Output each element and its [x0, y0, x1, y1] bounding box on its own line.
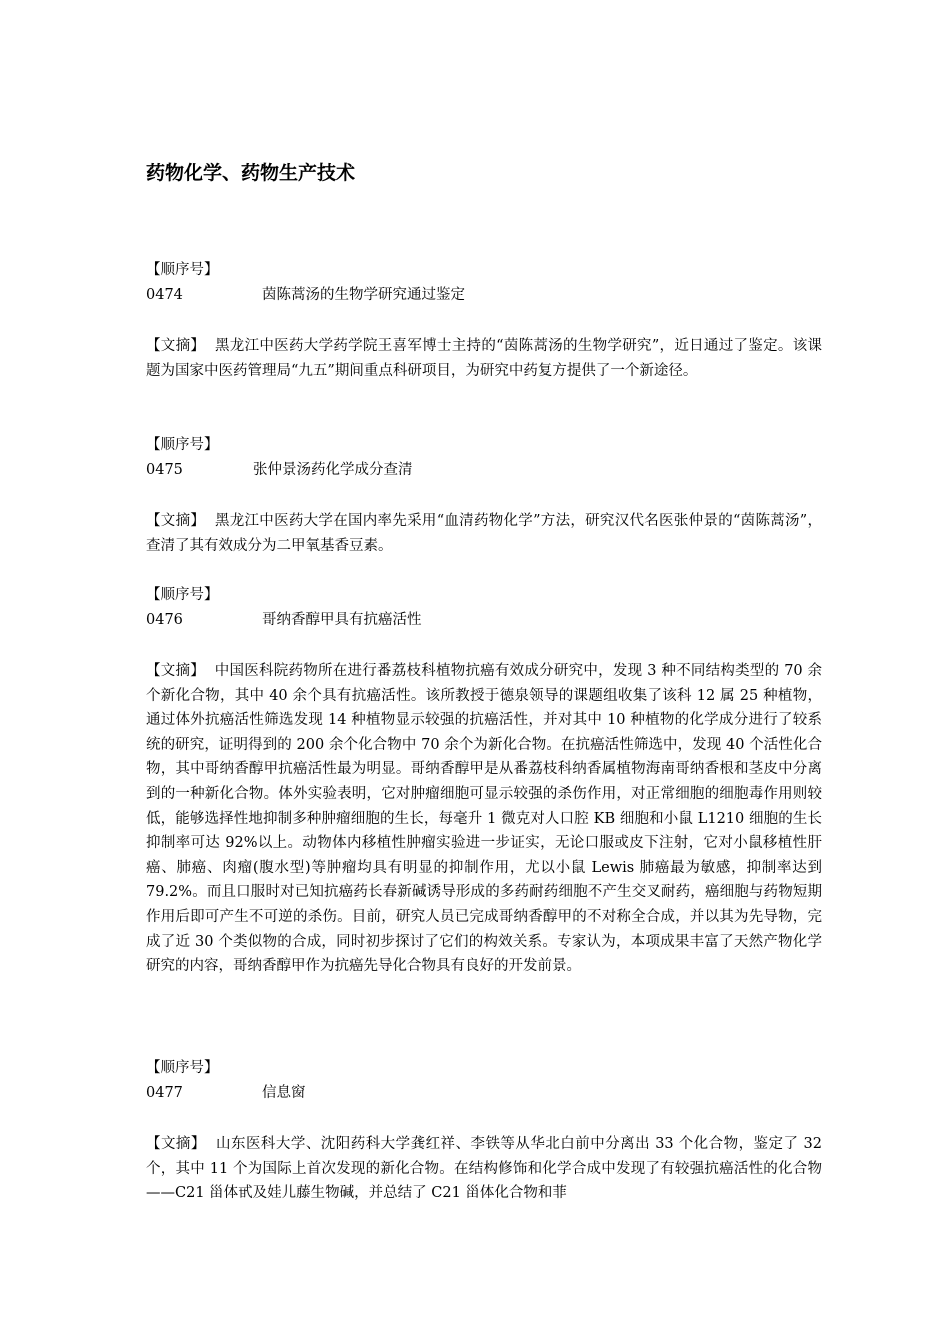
abstract-label: 【文摘】 — [146, 338, 206, 354]
abstract-text: 黑龙江中医药大学药学院王喜军博士主持的“茵陈蒿汤的生物学研究”，近日通过了鉴定。该课题为国家中医药管理局“九五”期间重点科研项目，为研究中药复方提供了一个新途径。 — [146, 338, 822, 379]
abstract-text: 山东医科大学、沈阳药科大学龚红祥、李铁等从华北白前中分离出 33 个化合物，鉴定了 32 个，其中 11 个为国际上首次发现的新化合物。在结构修饰和化学合成中发现了有较强抗癌活性的化合物——C21 甾体甙及娃儿藤生物碱，并总结了 C21 甾体化合物和菲 — [146, 1136, 822, 1202]
entry-headline: 哥纳香醇甲具有抗癌活性 — [262, 612, 422, 628]
entry-number: 0475 — [146, 462, 183, 478]
abstract-label: 【文摘】 — [146, 1136, 206, 1152]
entry-heading-row — [146, 1081, 822, 1106]
abstract-text: 黑龙江中医药大学在国内率先采用“血清药物化学”方法，研究汉代名医张仲景的“茵陈蒿汤”，查清了其有效成分为二甲氧基香豆素。 — [146, 513, 823, 554]
entry-headline: 张仲景汤药化学成分查清 — [253, 462, 413, 478]
entry-abstract — [146, 659, 822, 979]
entry-number: 0476 — [146, 612, 183, 628]
entry-number: 0474 — [146, 287, 183, 303]
entry-headline: 信息窗 — [262, 1085, 306, 1101]
abstract-label: 【文摘】 — [146, 663, 205, 679]
entry-0476 — [146, 583, 822, 979]
page-title: 药物化学、药物生产技术 — [146, 162, 356, 184]
seq-label: 【顺序号】 — [146, 437, 219, 453]
entry-0475 — [146, 433, 822, 558]
seq-label: 【顺序号】 — [146, 1060, 219, 1076]
seq-label: 【顺序号】 — [146, 587, 219, 603]
entry-abstract — [146, 334, 822, 383]
abstract-text: 中国医科院药物所在进行番荔枝科植物抗癌有效成分研究中，发现 3 种不同结构类型的 70 余个新化合物，其中 40 余个具有抗癌活性。该所教授于德泉领导的课题组收集了该科 12 属 25 种植物，通过体外抗癌活性筛选发现 14 种植物显示较强的抗癌活性，并对其中 10 种植物的化学成分进行了较系统的研究，证明得到的 200 余个化合物中 70 余个为新化合物。在抗癌活性筛选中，发现 40 个活性化合物，其中哥纳香醇甲抗癌活性最为明显。哥纳香醇甲是从番荔枝科纳香属植物海南哥纳香根和茎皮中分离到的一种新化合物。体外实验表明，它对肿瘤细胞可显示较强的杀伤作用，对正常细胞的细胞毒作用则较低，能够选择性地抑制多种肿瘤细胞的生长，每毫升 1 微克对人口腔 KB 细胞和小鼠 L1210 细胞的生长抑制率可达 92%以上。动物体内移植性肿瘤实验进一步证实，无论口服或皮下注射，它对小鼠移植性肝癌、肺癌、肉瘤(腹水型)等肿瘤均具有明显的抑制作用，尤以小鼠 Lewis 肺癌最为敏感，抑制率达到 79.2%。而且口服时对已知抗癌药长春新碱诱导形成的多药耐药细胞不产生交叉耐药，癌细胞与药物短期作用后即可产生不可逆的杀伤。目前，研究人员已完成哥纳香醇甲的不对称全合成，并以其为先导物，完成了近 30 个类似物的合成，同时初步探讨了它们的构效关系。专家认为，本项成果丰富了天然产物化学研究的内容，哥纳香醇甲作为抗癌先导化合物具有良好的开发前景。 — [146, 663, 823, 975]
entry-0477 — [146, 1056, 822, 1206]
entry-0474 — [146, 258, 822, 383]
abstract-label: 【文摘】 — [146, 513, 206, 529]
entry-abstract — [146, 509, 822, 558]
entry-heading-row — [146, 608, 822, 633]
entry-abstract — [146, 1132, 822, 1206]
seq-label: 【顺序号】 — [146, 262, 219, 278]
entry-heading-row — [146, 283, 822, 308]
entry-heading-row — [146, 458, 822, 483]
entry-number: 0477 — [146, 1085, 183, 1101]
entry-headline: 茵陈蒿汤的生物学研究通过鉴定 — [262, 287, 465, 303]
